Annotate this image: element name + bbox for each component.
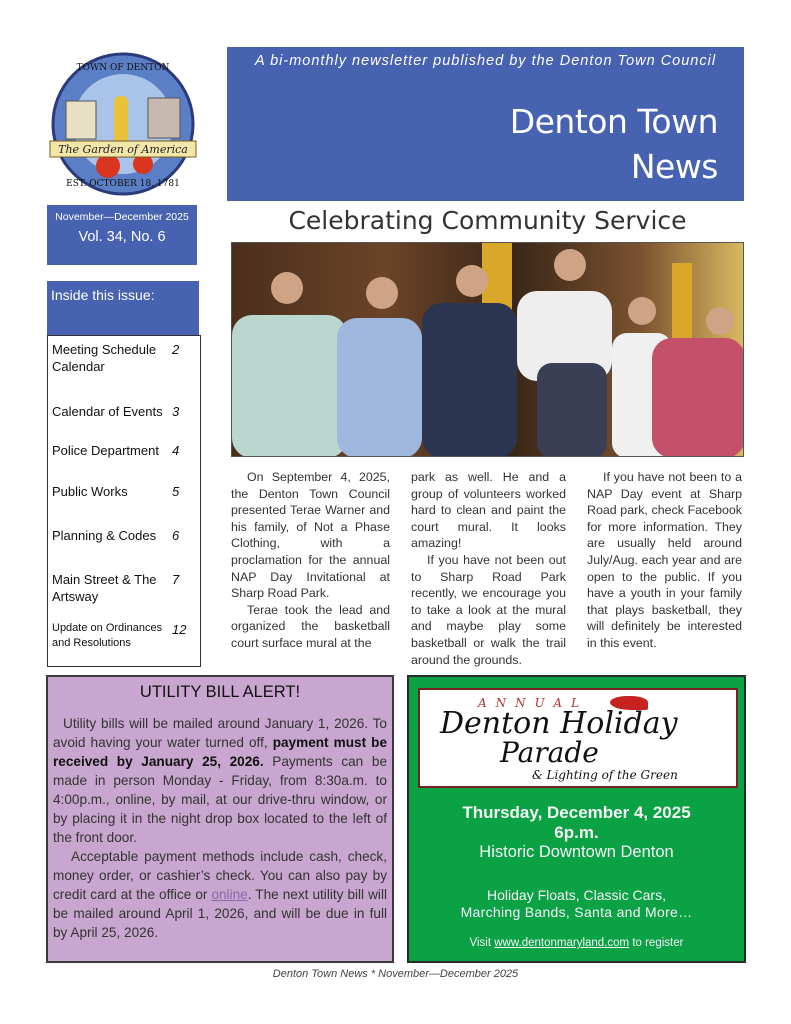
issue-date: November—December 2025	[55, 211, 189, 223]
title-line-1: Denton Town	[509, 102, 718, 141]
article-paragraph: If you have not been to a NAP Day event at Sharp Road park, check Facebook for more information. They are usually held around July/Aug. each year and are open to the public. If you have a youth in your family that plays basketball, they will definitely be interested in this event.	[587, 470, 742, 650]
svg-text:The Garden of America: The Garden of America	[58, 143, 188, 156]
website-link[interactable]: www.dentonmaryland.com	[494, 937, 630, 949]
article-column-3	[587, 469, 742, 652]
article-paragraph: park as well. He and a group of volunteers worked hard to clean and paint the court mural. It looks amazing!	[411, 470, 566, 551]
issue-volume: Vol. 34, No. 6	[78, 229, 166, 245]
logo-parade: Parade	[500, 736, 599, 769]
text: to register	[629, 937, 684, 949]
title-line-2: News	[630, 147, 718, 186]
parade-features: Marching Bands, Santa and More…	[460, 904, 693, 920]
toc-label: Main Street & The Artsway	[52, 572, 157, 604]
toc-page: 3	[172, 404, 180, 419]
toc-label: Update on Ordinances and Resolutions	[52, 622, 163, 649]
svg-text:TOWN OF DENTON: TOWN OF DENTON	[76, 63, 170, 73]
toc-label: Planning & Codes	[52, 528, 157, 543]
table-of-contents	[47, 335, 201, 667]
inside-heading: Inside this issue:	[47, 281, 199, 336]
toc-page: 12	[172, 622, 187, 637]
holiday-parade-ad	[407, 675, 746, 963]
group-photo	[231, 242, 744, 457]
logo-subtitle: & Lighting of the Green	[532, 768, 678, 782]
logo-name: Denton Holiday	[440, 706, 678, 741]
issue-box	[47, 205, 197, 265]
toc-page: 6	[172, 528, 180, 543]
page-footer: Denton Town News * November—December 2025	[272, 968, 519, 980]
article-paragraph: If you have not been out to Sharp Road Park recently, we encourage you to take a look at the mural and maybe play some basketball or walk the trail around the grounds.	[411, 552, 566, 667]
town-seal-logo	[48, 46, 198, 201]
parade-features: Holiday Floats, Classic Cars,	[487, 887, 666, 903]
online-payment-link[interactable]: online	[211, 887, 248, 902]
svg-text:EST. OCTOBER 18, 1781: EST. OCTOBER 18, 1781	[66, 179, 180, 189]
text: . The next utility bill will be mailed around April 1, 2026, and will be due in full by April 25, 2026.	[53, 887, 387, 940]
alert-paragraph-2	[53, 847, 387, 942]
toc-page: 4	[172, 443, 180, 458]
text: Utility bills will be mailed around January 1, 2026. To avoid having your water turned off,	[53, 716, 387, 750]
article-paragraph: On September 4, 2025, the Denton Town Council presented Terae Warner and his family, of Not a Phase Clothing, with a proclamation for the annual NAP Day Invitational at Sharp Road Park.	[231, 470, 390, 601]
toc-label: Calendar of Events	[52, 404, 163, 419]
toc-page: 5	[172, 484, 180, 499]
alert-paragraph-1	[53, 714, 387, 847]
toc-page: 7	[172, 572, 180, 587]
text: Visit	[469, 937, 495, 949]
text: Payments can be made in person Monday - Friday, from 8:30a.m. to 4:00p.m., online, by mail, at our drive-thru window, or by placing it in the night drop box located to the left of the front door.	[53, 754, 387, 845]
parade-location: Historic Downtown Denton	[479, 843, 674, 861]
parade-logo	[418, 688, 738, 788]
toc-page: 2	[172, 342, 180, 357]
toc-label: Public Works	[52, 484, 128, 499]
article-column-2	[411, 469, 566, 668]
payment-deadline: payment must be received by January 25, 2026.	[53, 735, 388, 769]
article-column-1	[231, 469, 390, 652]
parade-register	[409, 937, 744, 949]
parade-time: 6p.m.	[554, 823, 599, 842]
article-headline: Celebrating Community Service	[288, 206, 687, 235]
utility-bill-alert	[46, 675, 394, 963]
text: Acceptable payment methods include cash, check, money order, or cashier’s check. You can also pay by credit card at the office or	[53, 849, 387, 902]
toc-label: Meeting Schedule Calendar	[52, 342, 157, 374]
tagline: A bi-monthly newsletter published by the Denton Town Council	[254, 53, 717, 69]
article-paragraph: Terae took the lead and organized the basketball court surface mural at the	[231, 602, 390, 650]
logo-annual: ANNUAL	[478, 696, 589, 710]
toc-label: Police Department	[52, 443, 159, 458]
alert-heading: UTILITY BILL ALERT!	[139, 683, 301, 701]
parade-date: Thursday, December 4, 2025	[462, 803, 691, 822]
masthead	[227, 47, 744, 201]
newsletter-title	[510, 99, 718, 189]
